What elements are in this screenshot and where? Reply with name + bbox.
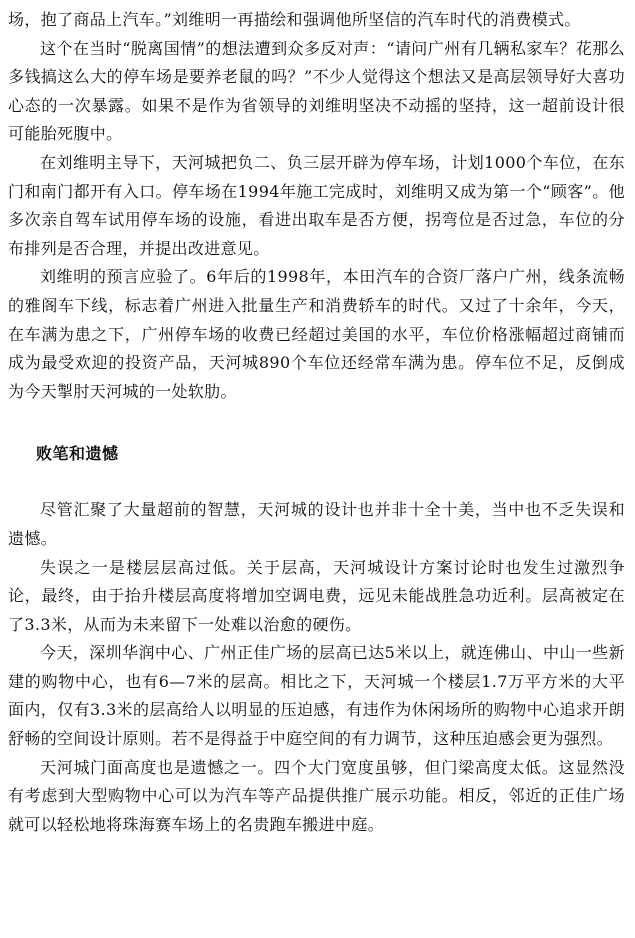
paragraph-prediction: 刘维明的预言应验了。6年后的1998年，本田汽车的合资厂落户广州，线条流畅的雅阁车下线，标志着广州进入批量生产和消费轿车的时代。又过了十余年，今天，在车满为患之下，广州停车场的收费已经超过美国的水平，车位价格涨幅超过商铺而成为最受欢迎的投资产品，天河城890个车位还经常车满为患。停车位不足，反倒成为今天掣肘天河城的一处软肋。 — [8, 267, 625, 401]
paragraph-comparison: 今天，深圳华润中心、广州正佳广场的层高已达5米以上，就连佛山、中山一些新建的购物中心，也有6—7米的层高。相比之下，天河城一个楼层1.7万平方米的大平面内，仅有3.3米的层高给人以明显的压迫感，有违作为休闲场所的购物中心追求开朗舒畅的空间设计原则。若不是得益于中庭空间的有力调节，这种压迫感会更为强烈。 — [8, 643, 625, 749]
paragraph-intro-flaws: 尽管汇聚了大量超前的智慧，天河城的设计也并非十全十美，当中也不乏失误和遗憾。 — [8, 500, 625, 548]
article-page — [8, 6, 625, 839]
paragraph-floor-height: 失误之一是楼层层高过低。关于层高，天河城设计方案讨论时也发生过激烈争论，最终，由于抬升楼层高度将增加空调电费，远见未能战胜急功近利。层高被定在了3.3米，从而为未来留下一处难以治愈的硬伤。 — [8, 557, 625, 634]
paragraph-entrance-height: 天河城门面高度也是遗憾之一。四个大门宽度虽够，但门梁高度太低。这显然没有考虑到大型购物中心可以为汽车等产品提供推广展示功能。相反，邻近的正佳广场就可以轻松地将珠海赛车场上的名贵跑车搬进中庭。 — [8, 757, 625, 834]
section-title: 败笔和遗憾 — [36, 444, 119, 464]
paragraph-parking-plan: 在刘维明主导下，天河城把负二、负三层开辟为停车场，计划1000个车位，在东门和南门都开有入口。停车场在1994年施工完成时，刘维明又成为第一个“顾客”。他多次亲自驾车试用停车场的设施，看进出取车是否方便，拐弯位是否过急，车位的分布排列是否合理，并提出改进意见。 — [8, 152, 625, 258]
paragraph-opposition: 这个在当时“脱离国情”的想法遭到众多反对声：“请问广州有几辆私家车？花那么多钱搞这么大的停车场是要养老鼠的吗？”不少人觉得这个想法又是高层领导好大喜功心态的一次暴露。如果不是作为省领导的刘维明坚决不动摇的坚持，这一超前设计很可能胎死腹中。 — [8, 38, 625, 144]
paragraph-continued: 场，抱了商品上汽车。”刘维明一再描绘和强调他所坚信的汽车时代的消费模式。 — [8, 10, 581, 29]
